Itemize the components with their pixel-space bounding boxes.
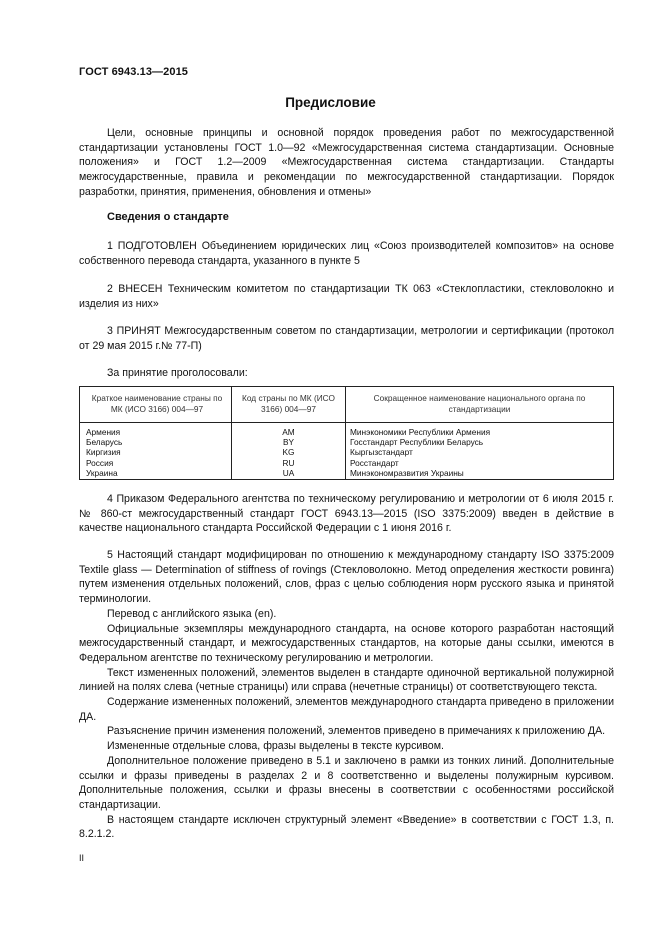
explanation-note: Разъяснение причин изменения положений, элементов приведено в примечаниях к приложению ДА. [107, 725, 606, 738]
table-header-row [80, 387, 614, 423]
page-title: Предисловие [285, 95, 376, 110]
changed-words-note: Измененные отдельные слова, фразы выделены в тексте курсивом. [107, 740, 444, 753]
table-cell-country: Беларусь [80, 437, 232, 447]
table-cell-code: UA [232, 468, 346, 480]
table-header-body: Сокращенное наименование национального органа по стандартизации [346, 387, 614, 423]
document-code: ГОСТ 6943.13—2015 [79, 66, 189, 78]
item-1-block [79, 239, 614, 268]
translation-note: Перевод с английского языка (en). [107, 607, 277, 620]
item-1: 1 ПОДГОТОВЛЕН Объединением юридических лиц «Союз производителей композитов» на основе собственного перевода стандарта, указанного в пункте 5 [79, 240, 614, 267]
item-5: 5 Настоящий стандарт модифицирован по отношению к международному стандарту ISO 3375:2009 Textile glass — Determination of stiffness of rovings (Стекловолокно. Метод определения жесткости ровинга) путем изменения отдельных положений, слов, фраз с целью соблюдения норм русского языка и принятой терминологии. [79, 549, 614, 606]
page-number: II [79, 853, 85, 863]
table-row [80, 458, 614, 468]
table-cell-code: KG [232, 447, 346, 457]
table-row [80, 447, 614, 457]
table-header-code: Код страны по МК (ИСО 3166) 004—97 [232, 387, 346, 423]
table-cell-body: Минэкономики Республики Армения [346, 423, 614, 438]
item-3: 3 ПРИНЯТ Межгосударственным советом по стандартизации, метрологии и сертификации (протокол от 29 мая 2015 г.№ 77-П) [79, 325, 614, 352]
table-cell-country: Армения [80, 423, 232, 438]
intro-paragraph: Цели, основные принципы и основной порядок проведения работ по межгосударственной стандартизации установлены ГОСТ 1.0—92 «Межгосударственная система стандартизации. Основные положения» и ГОСТ 1.2—2009 «Межгосударственная система стандартизации. Стандарты межгосударственные, правила и рекомендации по межгосударственной стандартизации. Порядок разработки, принятия, применения, обновления и отмены» [79, 127, 614, 198]
item-4: 4 Приказом Федерального агентства по техническому регулированию и метрологии от 6 июля 2015 г. № 860-ст межгосударственный стандарт ГОСТ 6943.13—2015 (ISO 3375:2009) введен в действие в качестве национального стандарта Российской Федерации с 1 июня 2016 г. [79, 493, 614, 535]
table-row [80, 437, 614, 447]
item-5-block [79, 548, 614, 842]
voted-label: За принятие проголосовали: [107, 367, 248, 379]
table-cell-body: Минэкономразвития Украины [346, 468, 614, 480]
item-3-block [79, 324, 614, 353]
table-cell-country: Россия [80, 458, 232, 468]
intro-block [79, 126, 614, 200]
additional-provisions-note: Дополнительное положение приведено в 5.1 и заключено в рамки из тонких линий. Дополнительные ссылки и фразы приведены в разделах 2 и 8 соответственно и выделены полужирным курсивом. Дополнительные положения, ссылки и фразы внесены в соответствии с особенностями российской стандартизации. [79, 754, 614, 811]
item-2-block [79, 282, 614, 311]
official-copies-note: Официальные экземпляры международного стандарта, на основе которого разработан настоящий межгосударственный стандарт, и межгосударственных стандартов, на которые даны ссылки, имеются в Федеральном агентстве по техническому регулированию и метрологии. [79, 622, 614, 664]
table-row [80, 423, 614, 438]
table-row [80, 468, 614, 480]
table-cell-country: Украина [80, 468, 232, 480]
changed-text-note: Текст измененных положений, элементов выделен в стандарте одиночной вертикальной полужирной линией на полях слева (четные страницы) или справа (нечетные страницы) от соответствующего текста. [79, 666, 614, 694]
voted-block [79, 366, 614, 381]
table-cell-code: AM [232, 423, 346, 438]
table-cell-country: Киргизия [80, 447, 232, 457]
item-4-block [79, 492, 614, 536]
item-2: 2 ВНЕСЕН Техническим комитетом по стандартизации ТК 063 «Стеклопластики, стекловолокно и изделия из них» [79, 283, 614, 310]
table-cell-code: BY [232, 437, 346, 447]
table-cell-body: Росстандарт [346, 458, 614, 468]
info-heading: Сведения о стандарте [107, 211, 229, 223]
table-cell-body: Кыргызстандарт [346, 447, 614, 457]
changed-content-note: Содержание измененных положений, элементов международного стандарта приведено в приложении ДА. [79, 696, 614, 723]
table-cell-code: RU [232, 458, 346, 468]
excluded-element-note: В настоящем стандарте исключен структурный элемент «Введение» в соответствии с ГОСТ 1.3, п. 8.2.1.2. [79, 813, 614, 841]
table-header-country: Краткое наименование страны по МК (ИСО 3166) 004—97 [80, 387, 232, 423]
voting-table [79, 386, 614, 480]
table-cell-body: Госстандарт Республики Беларусь [346, 437, 614, 447]
